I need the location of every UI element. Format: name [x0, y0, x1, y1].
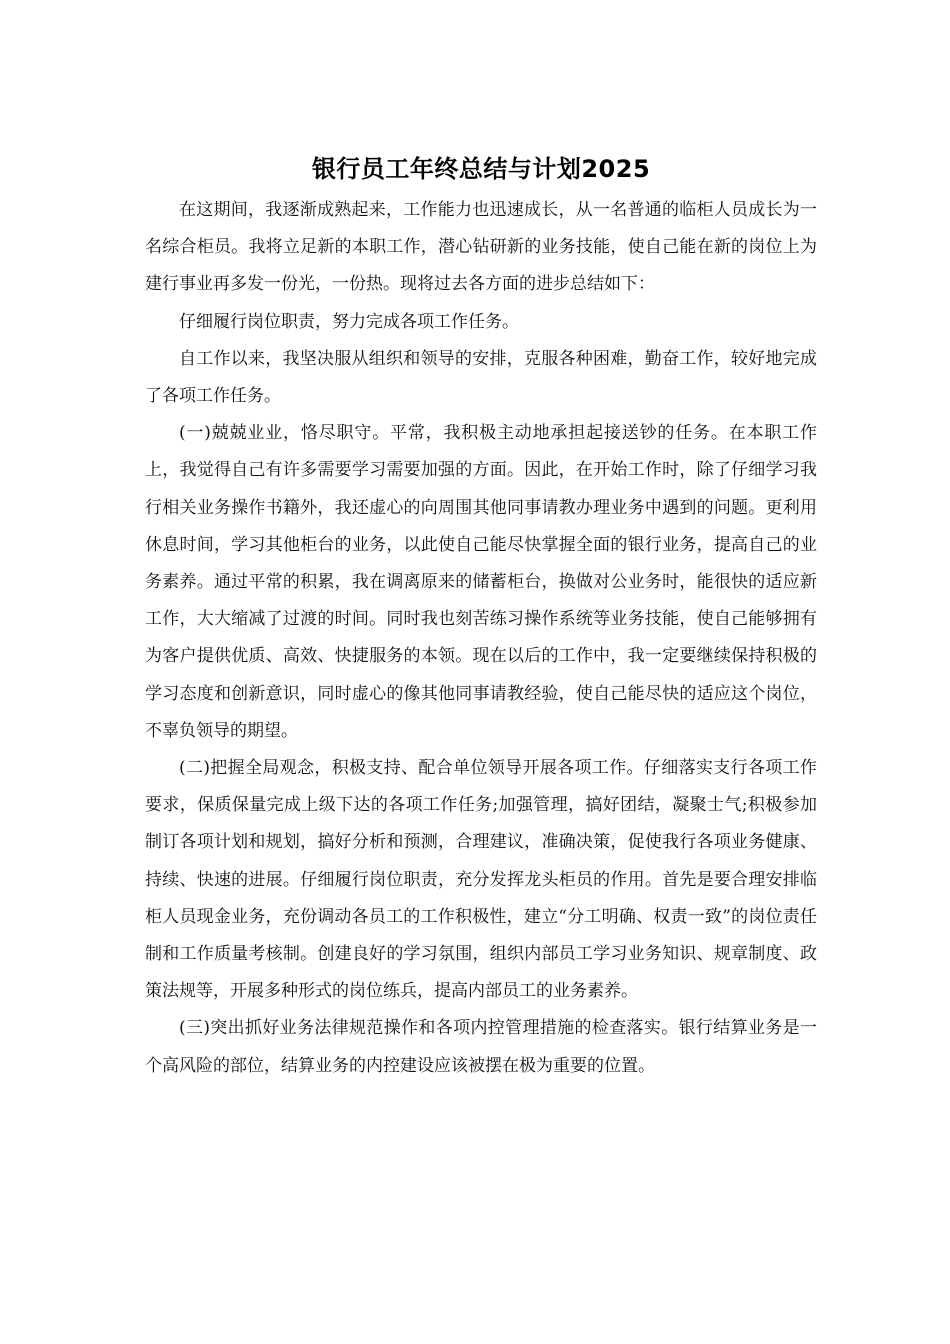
paragraph-heading: 仔细履行岗位职责，努力完成各项工作任务。	[179, 311, 519, 332]
paragraph-intro: 在这期间，我逐渐成熟起来，工作能力也迅速成长，从一名普通的临柜人员成长为一名综合柜员。我将立足新的本职工作，潜心钻研新的业务技能，使自己能在新的岗位上为建行事业再多发一份光，一份热。现将过去各方面的进步总结如下：	[145, 200, 817, 295]
paragraph-section-1: (一)兢兢业业，恪尽职守。平常，我积极主动地承担起接送钞的任务。在本职工作上，我觉得自己有许多需要学习需要加强的方面。因此，在开始工作时，除了仔细学习我行相关业务操作书籍外，我还虚心的向周围其他同事请教办理业务中遇到的问题。更利用休息时间，学习其他柜台的业务，以此使自己能尽快掌握全面的银行业务，提高自己的业务素养。通过平常的积累，我在调离原来的储蓄柜台，换做对公业务时，能很快的适应新工作，大大缩减了过渡的时间。同时我也刻苦练习操作系统等业务技能，使自己能够拥有为客户提供优质、高效、快捷服务的本领。现在以后的工作中，我一定要继续保持积极的学习态度和创新意识，同时虚心的像其他同事请教经验，使自己能尽快的适应这个岗位，不辜负领导的期望。	[145, 423, 817, 741]
document-title: 银行员工年终总结与计划2025	[311, 155, 651, 183]
paragraph-overview: 自工作以来，我坚决服从组织和领导的安排，克服各种困难，勤奋工作，较好地完成了各项工作任务。	[145, 348, 817, 407]
document-body	[145, 150, 817, 1085]
paragraph-section-2: (二)把握全局观念，积极支持、配合单位领导开展各项工作。仔细落实支行各项工作要求，保质保量完成上级下达的各项工作任务;加强管理，搞好团结，凝聚士气;积极参加制订各项计划和规划，搞好分析和预测，合理建议，准确决策，促使我行各项业务健康、持续、快速的进展。仔细履行岗位职责，充分发挥龙头柜员的作用。首先是要合理安排临柜人员现金业务，充份调动各员工的工作积极性，建立“分工明确、权责一致”的岗位责任制和工作质量考核制。创建良好的学习氛围，组织内部员工学习业务知识、规章制度、政策法规等，开展多种形式的岗位练兵，提高内部员工的业务素养。	[145, 758, 817, 1002]
paragraph-section-3: (三)突出抓好业务法律规范操作和各项内控管理措施的检查落实。银行结算业务是一个高风险的部位，结算业务的内控建设应该被摆在极为重要的位置。	[145, 1018, 817, 1076]
